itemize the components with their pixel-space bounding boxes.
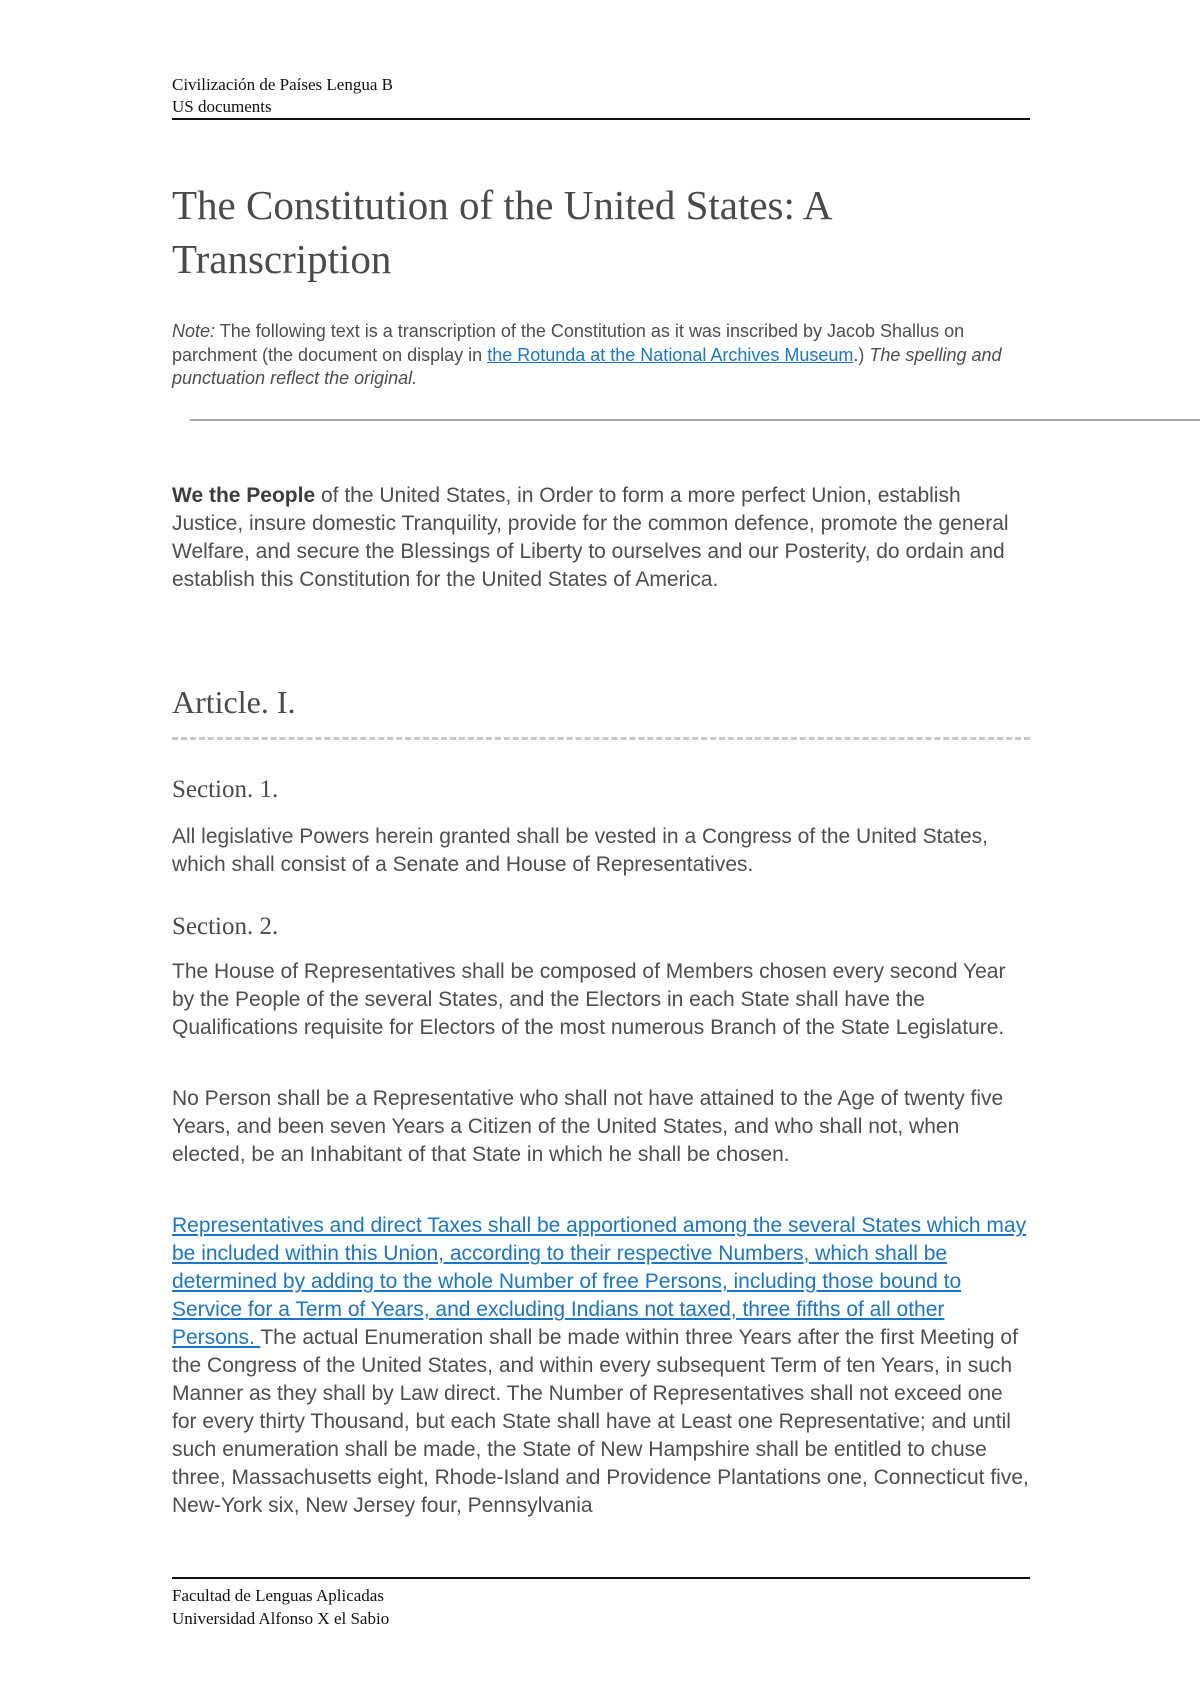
section-2-paragraph-1: The House of Representatives shall be composed of Members chosen every second Year by the People of the several States, and the Electors in each State shall have the Qualifications requisite for Electors of the most numerous Branch of the State Legislature.	[172, 960, 1006, 1039]
document-title: The Constitution of the United States: A Transcription	[172, 182, 831, 282]
transcription-note	[172, 320, 1032, 391]
rotunda-link[interactable]: the Rotunda at the National Archives Museum	[487, 344, 854, 365]
footer-rule	[172, 1577, 1030, 1579]
section-2-paragraph-2: No Person shall be a Representative who shall not have attained to the Age of twenty five Years, and been seven Years a Citizen of the United States, and who shall not, when elected, be an Inhabitant of that State in which he shall be chosen.	[172, 1087, 1004, 1166]
section-2-heading: Section. 2.	[172, 913, 279, 940]
section-2-paragraph-3-text: The actual Enumeration shall be made within three Years after the first Meeting of the Congress of the United States, and within every subsequent Term of ten Years, in such Manner as they shall by Law direct. The Number of Representatives shall not exceed one for every thirty Thousand, but each State shall have at Least one Representative; and until such enumeration shall be made, the State of New Hampshire shall be entitled to chuse three, Massachusetts eight, Rhode-Island and Providence Plantations one, Connecticut five, New-York six, New Jersey four, Pennsylvania	[172, 1326, 1029, 1517]
page-header	[172, 74, 393, 118]
header-subtitle: US documents	[172, 97, 272, 116]
preamble	[172, 482, 1032, 594]
footer-university: Universidad Alfonso X el Sabio	[172, 1609, 390, 1628]
section-1-text: All legislative Powers herein granted shall be vested in a Congress of the United States, which shall consist of a Senate and House of Representatives.	[172, 825, 988, 876]
footer-faculty: Facultad de Lenguas Aplicadas	[172, 1586, 384, 1605]
page-footer	[172, 1584, 389, 1630]
preamble-bold: We the People	[172, 484, 316, 507]
header-rule	[172, 118, 1030, 120]
article-heading: Article. I.	[172, 684, 296, 720]
article-dashed-rule	[172, 737, 1030, 740]
header-course: Civilización de Países Lengua B	[172, 75, 393, 94]
note-label: Note:	[172, 321, 216, 341]
note-italic: The spelling and punctuation reflect the original.	[172, 344, 1002, 388]
section-2-paragraph-3	[172, 1212, 1032, 1520]
apportionment-link[interactable]: Representatives and direct Taxes shall be apportioned among the several States which may be included within this Union, according to their respective Numbers, which shall be determined by adding to the whole Number of free Persons, including those bound to Service for a Term of Years, and excluding Indians not taxed, three fifths of all other Persons.	[172, 1214, 1027, 1349]
preamble-text: of the United States, in Order to form a more perfect Union, establish Justice, insure domestic Tranquility, provide for the common defence, promote the general Welfare, and secure the Blessings of Liberty to ourselves and our Posterity, do ordain and establish this Constitution for the United States of America.	[172, 484, 1009, 591]
note-text: The following text is a transcription of the Constitution as it was inscribed by Jacob Shallus on parchment (the document on display in	[172, 321, 965, 365]
separator-rule	[190, 419, 1200, 421]
note-text-end: .)	[853, 344, 870, 365]
section-1-heading: Section. 1.	[172, 776, 279, 803]
